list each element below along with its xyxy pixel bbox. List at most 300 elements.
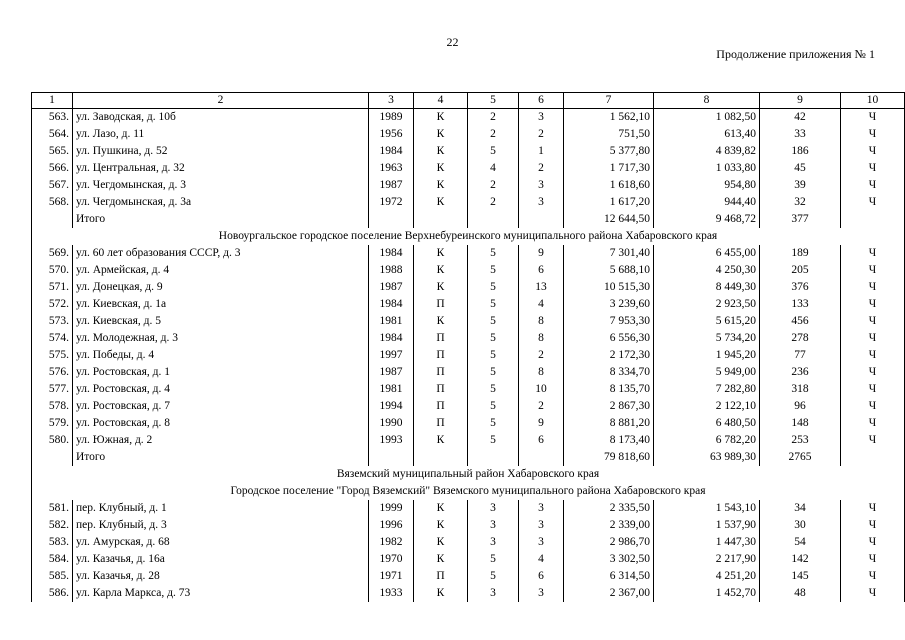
header-cell-2: 2 bbox=[73, 93, 369, 109]
section-heading-row bbox=[32, 483, 905, 500]
address-cell: ул. Киевская, д. 5 bbox=[73, 313, 369, 330]
year-cell: 1988 bbox=[369, 262, 414, 279]
living-area-cell: 9 468,72 bbox=[654, 211, 760, 228]
status-cell: Ч bbox=[841, 160, 905, 177]
living-area-cell: 4 250,30 bbox=[654, 262, 760, 279]
total-area-cell: 751,50 bbox=[564, 126, 654, 143]
header-cell-5: 5 bbox=[468, 93, 519, 109]
material-cell: П bbox=[414, 568, 468, 585]
row-number-cell: 577. bbox=[32, 381, 73, 398]
header-cell-8: 8 bbox=[654, 93, 760, 109]
material-cell: К bbox=[414, 534, 468, 551]
residents-cell: 236 bbox=[760, 364, 841, 381]
table-row bbox=[32, 262, 905, 279]
year-cell: 1971 bbox=[369, 568, 414, 585]
year-cell: 1933 bbox=[369, 585, 414, 602]
residents-cell: 2765 bbox=[760, 449, 841, 466]
total-area-cell: 7 301,40 bbox=[564, 245, 654, 262]
floors-cell: 2 bbox=[468, 126, 519, 143]
floors-cell: 3 bbox=[468, 534, 519, 551]
address-cell: ул. Центральная, д. 32 bbox=[73, 160, 369, 177]
living-area-cell: 1 543,10 bbox=[654, 500, 760, 517]
table-row bbox=[32, 568, 905, 585]
material-cell: К bbox=[414, 143, 468, 160]
year-cell: 1990 bbox=[369, 415, 414, 432]
residents-cell: 77 bbox=[760, 347, 841, 364]
material-cell: К bbox=[414, 245, 468, 262]
floors-cell: 2 bbox=[468, 194, 519, 211]
table-row bbox=[32, 347, 905, 364]
entrances-cell: 3 bbox=[519, 194, 564, 211]
residents-cell: 142 bbox=[760, 551, 841, 568]
material-cell: К bbox=[414, 262, 468, 279]
year-cell: 1997 bbox=[369, 347, 414, 364]
status-cell: Ч bbox=[841, 330, 905, 347]
status-cell: Ч bbox=[841, 364, 905, 381]
material-cell: П bbox=[414, 381, 468, 398]
total-area-cell: 79 818,60 bbox=[564, 449, 654, 466]
total-row bbox=[32, 211, 905, 228]
floors-cell: 5 bbox=[468, 330, 519, 347]
living-area-cell: 1 537,90 bbox=[654, 517, 760, 534]
year-cell: 1981 bbox=[369, 313, 414, 330]
residents-cell: 186 bbox=[760, 143, 841, 160]
total-area-cell: 2 867,30 bbox=[564, 398, 654, 415]
entrances-cell: 6 bbox=[519, 568, 564, 585]
header-row bbox=[32, 93, 905, 109]
total-area-cell: 2 367,00 bbox=[564, 585, 654, 602]
entrances-cell: 4 bbox=[519, 551, 564, 568]
status-cell: Ч bbox=[841, 585, 905, 602]
living-area-cell: 6 480,50 bbox=[654, 415, 760, 432]
total-area-cell: 5 377,80 bbox=[564, 143, 654, 160]
header-cell-6: 6 bbox=[519, 93, 564, 109]
total-area-cell: 8 135,70 bbox=[564, 381, 654, 398]
address-cell: ул. Армейская, д. 4 bbox=[73, 262, 369, 279]
year-cell: 1984 bbox=[369, 330, 414, 347]
row-number-cell: 568. bbox=[32, 194, 73, 211]
row-number-cell: 566. bbox=[32, 160, 73, 177]
row-number-cell: 565. bbox=[32, 143, 73, 160]
header-cell-4: 4 bbox=[414, 93, 468, 109]
row-number-cell: 570. bbox=[32, 262, 73, 279]
total-area-cell: 2 339,00 bbox=[564, 517, 654, 534]
living-area-cell: 5 615,20 bbox=[654, 313, 760, 330]
living-area-cell: 2 217,90 bbox=[654, 551, 760, 568]
row-number-cell: 580. bbox=[32, 432, 73, 449]
material-cell: К bbox=[414, 126, 468, 143]
year-cell: 1993 bbox=[369, 432, 414, 449]
entrances-cell: 9 bbox=[519, 245, 564, 262]
living-area-cell: 613,40 bbox=[654, 126, 760, 143]
address-cell: Итого bbox=[73, 211, 369, 228]
address-cell: ул. Казачья, д. 16а bbox=[73, 551, 369, 568]
total-area-cell: 1 717,30 bbox=[564, 160, 654, 177]
total-area-cell: 1 617,20 bbox=[564, 194, 654, 211]
address-cell: ул. Лазо, д. 11 bbox=[73, 126, 369, 143]
address-cell: ул. Чегдомынская, д. 3а bbox=[73, 194, 369, 211]
entrances-cell bbox=[519, 211, 564, 228]
material-cell: П bbox=[414, 364, 468, 381]
row-number-cell bbox=[32, 449, 73, 466]
row-number-cell: 573. bbox=[32, 313, 73, 330]
residents-cell: 96 bbox=[760, 398, 841, 415]
status-cell: Ч bbox=[841, 296, 905, 313]
entrances-cell bbox=[519, 449, 564, 466]
total-area-cell: 6 556,30 bbox=[564, 330, 654, 347]
floors-cell: 5 bbox=[468, 347, 519, 364]
total-area-cell: 8 173,40 bbox=[564, 432, 654, 449]
row-number-cell: 586. bbox=[32, 585, 73, 602]
table-row bbox=[32, 109, 905, 127]
status-cell bbox=[841, 211, 905, 228]
row-number-cell: 581. bbox=[32, 500, 73, 517]
status-cell: Ч bbox=[841, 279, 905, 296]
address-cell: пер. Клубный, д. 1 bbox=[73, 500, 369, 517]
table-row bbox=[32, 177, 905, 194]
table-row bbox=[32, 415, 905, 432]
entrances-cell: 8 bbox=[519, 364, 564, 381]
address-cell: ул. Ростовская, д. 7 bbox=[73, 398, 369, 415]
living-area-cell: 1 082,50 bbox=[654, 109, 760, 127]
year-cell: 1970 bbox=[369, 551, 414, 568]
entrances-cell: 8 bbox=[519, 330, 564, 347]
address-cell: ул. Молодежная, д. 3 bbox=[73, 330, 369, 347]
material-cell: К bbox=[414, 432, 468, 449]
address-cell: ул. 60 лет образования СССР, д. 3 bbox=[73, 245, 369, 262]
living-area-cell: 1 033,80 bbox=[654, 160, 760, 177]
residents-cell: 39 bbox=[760, 177, 841, 194]
table-row bbox=[32, 160, 905, 177]
material-cell: К bbox=[414, 160, 468, 177]
living-area-cell: 6 782,20 bbox=[654, 432, 760, 449]
row-number-cell: 576. bbox=[32, 364, 73, 381]
address-cell: ул. Заводская, д. 10б bbox=[73, 109, 369, 127]
entrances-cell: 6 bbox=[519, 262, 564, 279]
material-cell: К bbox=[414, 279, 468, 296]
year-cell: 1984 bbox=[369, 143, 414, 160]
table-row bbox=[32, 500, 905, 517]
floors-cell: 5 bbox=[468, 568, 519, 585]
status-cell: Ч bbox=[841, 381, 905, 398]
entrances-cell: 3 bbox=[519, 177, 564, 194]
floors-cell: 4 bbox=[468, 160, 519, 177]
year-cell: 1984 bbox=[369, 296, 414, 313]
address-cell: ул. Ростовская, д. 1 bbox=[73, 364, 369, 381]
row-number-cell: 571. bbox=[32, 279, 73, 296]
status-cell bbox=[841, 449, 905, 466]
residents-cell: 377 bbox=[760, 211, 841, 228]
floors-cell: 5 bbox=[468, 245, 519, 262]
residents-cell: 253 bbox=[760, 432, 841, 449]
status-cell: Ч bbox=[841, 262, 905, 279]
page-number: 22 bbox=[446, 35, 459, 49]
entrances-cell: 4 bbox=[519, 296, 564, 313]
residents-cell: 205 bbox=[760, 262, 841, 279]
year-cell: 1981 bbox=[369, 381, 414, 398]
status-cell: Ч bbox=[841, 551, 905, 568]
header-cell-9: 9 bbox=[760, 93, 841, 109]
address-cell: ул. Карла Маркса, д. 73 bbox=[73, 585, 369, 602]
table-row bbox=[32, 245, 905, 262]
total-area-cell: 3 302,50 bbox=[564, 551, 654, 568]
header-cell-10: 10 bbox=[841, 93, 905, 109]
material-cell: П bbox=[414, 415, 468, 432]
entrances-cell: 2 bbox=[519, 126, 564, 143]
entrances-cell: 13 bbox=[519, 279, 564, 296]
address-cell: ул. Победы, д. 4 bbox=[73, 347, 369, 364]
status-cell: Ч bbox=[841, 517, 905, 534]
residents-cell: 42 bbox=[760, 109, 841, 127]
residents-cell: 54 bbox=[760, 534, 841, 551]
floors-cell: 3 bbox=[468, 500, 519, 517]
material-cell: К bbox=[414, 517, 468, 534]
year-cell: 1982 bbox=[369, 534, 414, 551]
material-cell: П bbox=[414, 347, 468, 364]
residents-cell: 318 bbox=[760, 381, 841, 398]
table-row bbox=[32, 534, 905, 551]
status-cell: Ч bbox=[841, 432, 905, 449]
living-area-cell: 4 251,20 bbox=[654, 568, 760, 585]
floors-cell: 2 bbox=[468, 109, 519, 127]
section-heading-row bbox=[32, 228, 905, 245]
floors-cell: 5 bbox=[468, 364, 519, 381]
table-row bbox=[32, 330, 905, 347]
floors-cell: 5 bbox=[468, 313, 519, 330]
floors-cell: 2 bbox=[468, 177, 519, 194]
total-area-cell: 10 515,30 bbox=[564, 279, 654, 296]
total-area-cell: 1 618,60 bbox=[564, 177, 654, 194]
entrances-cell: 3 bbox=[519, 534, 564, 551]
row-number-cell: 575. bbox=[32, 347, 73, 364]
table-row bbox=[32, 551, 905, 568]
total-area-cell: 5 688,10 bbox=[564, 262, 654, 279]
total-area-cell: 8 334,70 bbox=[564, 364, 654, 381]
material-cell: К bbox=[414, 177, 468, 194]
material-cell: П bbox=[414, 398, 468, 415]
entrances-cell: 2 bbox=[519, 347, 564, 364]
entrances-cell: 3 bbox=[519, 109, 564, 127]
entrances-cell: 3 bbox=[519, 500, 564, 517]
residents-cell: 48 bbox=[760, 585, 841, 602]
table-row bbox=[32, 398, 905, 415]
material-cell: П bbox=[414, 330, 468, 347]
address-cell: ул. Ростовская, д. 8 bbox=[73, 415, 369, 432]
table-row bbox=[32, 432, 905, 449]
address-cell: ул. Чегдомынская, д. 3 bbox=[73, 177, 369, 194]
year-cell: 1996 bbox=[369, 517, 414, 534]
table-row bbox=[32, 585, 905, 602]
entrances-cell: 6 bbox=[519, 432, 564, 449]
status-cell: Ч bbox=[841, 534, 905, 551]
year-cell: 1963 bbox=[369, 160, 414, 177]
residents-cell: 133 bbox=[760, 296, 841, 313]
floors-cell: 5 bbox=[468, 381, 519, 398]
total-area-cell: 12 644,50 bbox=[564, 211, 654, 228]
residents-cell: 45 bbox=[760, 160, 841, 177]
address-cell: ул. Донецкая, д. 9 bbox=[73, 279, 369, 296]
entrances-cell: 10 bbox=[519, 381, 564, 398]
year-cell: 1984 bbox=[369, 245, 414, 262]
address-cell: ул. Казачья, д. 28 bbox=[73, 568, 369, 585]
row-number-cell: 585. bbox=[32, 568, 73, 585]
year-cell: 1987 bbox=[369, 364, 414, 381]
row-number-cell bbox=[32, 211, 73, 228]
row-number-cell: 569. bbox=[32, 245, 73, 262]
floors-cell bbox=[468, 211, 519, 228]
entrances-cell: 1 bbox=[519, 143, 564, 160]
status-cell: Ч bbox=[841, 143, 905, 160]
floors-cell bbox=[468, 449, 519, 466]
material-cell bbox=[414, 449, 468, 466]
material-cell: К bbox=[414, 194, 468, 211]
total-area-cell: 3 239,60 bbox=[564, 296, 654, 313]
living-area-cell: 5 734,20 bbox=[654, 330, 760, 347]
year-cell: 1972 bbox=[369, 194, 414, 211]
total-area-cell: 6 314,50 bbox=[564, 568, 654, 585]
material-cell: П bbox=[414, 296, 468, 313]
year-cell: 1989 bbox=[369, 109, 414, 127]
table-row bbox=[32, 126, 905, 143]
address-cell: ул. Пушкина, д. 52 bbox=[73, 143, 369, 160]
year-cell: 1956 bbox=[369, 126, 414, 143]
year-cell: 1987 bbox=[369, 177, 414, 194]
section-heading-row bbox=[32, 466, 905, 483]
total-area-cell: 2 986,70 bbox=[564, 534, 654, 551]
material-cell: К bbox=[414, 109, 468, 127]
residents-cell: 32 bbox=[760, 194, 841, 211]
address-cell: ул. Амурская, д. 68 bbox=[73, 534, 369, 551]
row-number-cell: 583. bbox=[32, 534, 73, 551]
status-cell: Ч bbox=[841, 245, 905, 262]
header-cell-3: 3 bbox=[369, 93, 414, 109]
material-cell: К bbox=[414, 500, 468, 517]
row-number-cell: 567. bbox=[32, 177, 73, 194]
material-cell bbox=[414, 211, 468, 228]
row-number-cell: 582. bbox=[32, 517, 73, 534]
floors-cell: 5 bbox=[468, 551, 519, 568]
row-number-cell: 578. bbox=[32, 398, 73, 415]
status-cell: Ч bbox=[841, 177, 905, 194]
entrances-cell: 3 bbox=[519, 585, 564, 602]
living-area-cell: 63 989,30 bbox=[654, 449, 760, 466]
table-row bbox=[32, 313, 905, 330]
entrances-cell: 8 bbox=[519, 313, 564, 330]
entrances-cell: 2 bbox=[519, 160, 564, 177]
row-number-cell: 572. bbox=[32, 296, 73, 313]
floors-cell: 5 bbox=[468, 296, 519, 313]
residents-cell: 278 bbox=[760, 330, 841, 347]
total-area-cell: 7 953,30 bbox=[564, 313, 654, 330]
floors-cell: 3 bbox=[468, 517, 519, 534]
floors-cell: 5 bbox=[468, 262, 519, 279]
address-cell: ул. Ростовская, д. 4 bbox=[73, 381, 369, 398]
status-cell: Ч bbox=[841, 398, 905, 415]
living-area-cell: 1 452,70 bbox=[654, 585, 760, 602]
section-heading: Вяземский муниципальный район Хабаровского края bbox=[32, 466, 905, 483]
year-cell: 1987 bbox=[369, 279, 414, 296]
floors-cell: 5 bbox=[468, 143, 519, 160]
residents-cell: 145 bbox=[760, 568, 841, 585]
year-cell: 1994 bbox=[369, 398, 414, 415]
floors-cell: 3 bbox=[468, 585, 519, 602]
total-area-cell: 2 172,30 bbox=[564, 347, 654, 364]
residents-cell: 148 bbox=[760, 415, 841, 432]
total-area-cell: 8 881,20 bbox=[564, 415, 654, 432]
residents-cell: 376 bbox=[760, 279, 841, 296]
header-cell-1: 1 bbox=[32, 93, 73, 109]
living-area-cell: 5 949,00 bbox=[654, 364, 760, 381]
living-area-cell: 1 447,30 bbox=[654, 534, 760, 551]
table-row bbox=[32, 143, 905, 160]
total-area-cell: 2 335,50 bbox=[564, 500, 654, 517]
living-area-cell: 1 945,20 bbox=[654, 347, 760, 364]
residents-cell: 456 bbox=[760, 313, 841, 330]
status-cell: Ч bbox=[841, 313, 905, 330]
table-row bbox=[32, 517, 905, 534]
floors-cell: 5 bbox=[468, 398, 519, 415]
status-cell: Ч bbox=[841, 415, 905, 432]
status-cell: Ч bbox=[841, 109, 905, 127]
floors-cell: 5 bbox=[468, 279, 519, 296]
entrances-cell: 3 bbox=[519, 517, 564, 534]
status-cell: Ч bbox=[841, 126, 905, 143]
living-area-cell: 4 839,82 bbox=[654, 143, 760, 160]
table-row bbox=[32, 364, 905, 381]
section-heading: Новоургальское городское поселение Верхнебуреинского муниципального района Хабаровского края bbox=[32, 228, 905, 245]
living-area-cell: 2 122,10 bbox=[654, 398, 760, 415]
status-cell: Ч bbox=[841, 347, 905, 364]
status-cell: Ч bbox=[841, 500, 905, 517]
address-cell: пер. Клубный, д. 3 bbox=[73, 517, 369, 534]
year-cell bbox=[369, 449, 414, 466]
living-area-cell: 8 449,30 bbox=[654, 279, 760, 296]
total-row bbox=[32, 449, 905, 466]
living-area-cell: 944,40 bbox=[654, 194, 760, 211]
residents-cell: 33 bbox=[760, 126, 841, 143]
residents-cell: 30 bbox=[760, 517, 841, 534]
row-number-cell: 564. bbox=[32, 126, 73, 143]
table-row bbox=[32, 381, 905, 398]
status-cell: Ч bbox=[841, 568, 905, 585]
address-cell: ул. Южная, д. 2 bbox=[73, 432, 369, 449]
residents-cell: 34 bbox=[760, 500, 841, 517]
address-cell: Итого bbox=[73, 449, 369, 466]
row-number-cell: 584. bbox=[32, 551, 73, 568]
living-area-cell: 2 923,50 bbox=[654, 296, 760, 313]
entrances-cell: 2 bbox=[519, 398, 564, 415]
year-cell: 1999 bbox=[369, 500, 414, 517]
appendix-title: Продолжение приложения № 1 bbox=[716, 47, 875, 61]
living-area-cell: 7 282,80 bbox=[654, 381, 760, 398]
year-cell bbox=[369, 211, 414, 228]
table-row bbox=[32, 194, 905, 211]
floors-cell: 5 bbox=[468, 415, 519, 432]
living-area-cell: 954,80 bbox=[654, 177, 760, 194]
housing-table bbox=[31, 92, 905, 602]
residents-cell: 189 bbox=[760, 245, 841, 262]
material-cell: К bbox=[414, 313, 468, 330]
material-cell: К bbox=[414, 585, 468, 602]
status-cell: Ч bbox=[841, 194, 905, 211]
floors-cell: 5 bbox=[468, 432, 519, 449]
row-number-cell: 563. bbox=[32, 109, 73, 127]
address-cell: ул. Киевская, д. 1а bbox=[73, 296, 369, 313]
row-number-cell: 579. bbox=[32, 415, 73, 432]
row-number-cell: 574. bbox=[32, 330, 73, 347]
total-area-cell: 1 562,10 bbox=[564, 109, 654, 127]
table-row bbox=[32, 296, 905, 313]
